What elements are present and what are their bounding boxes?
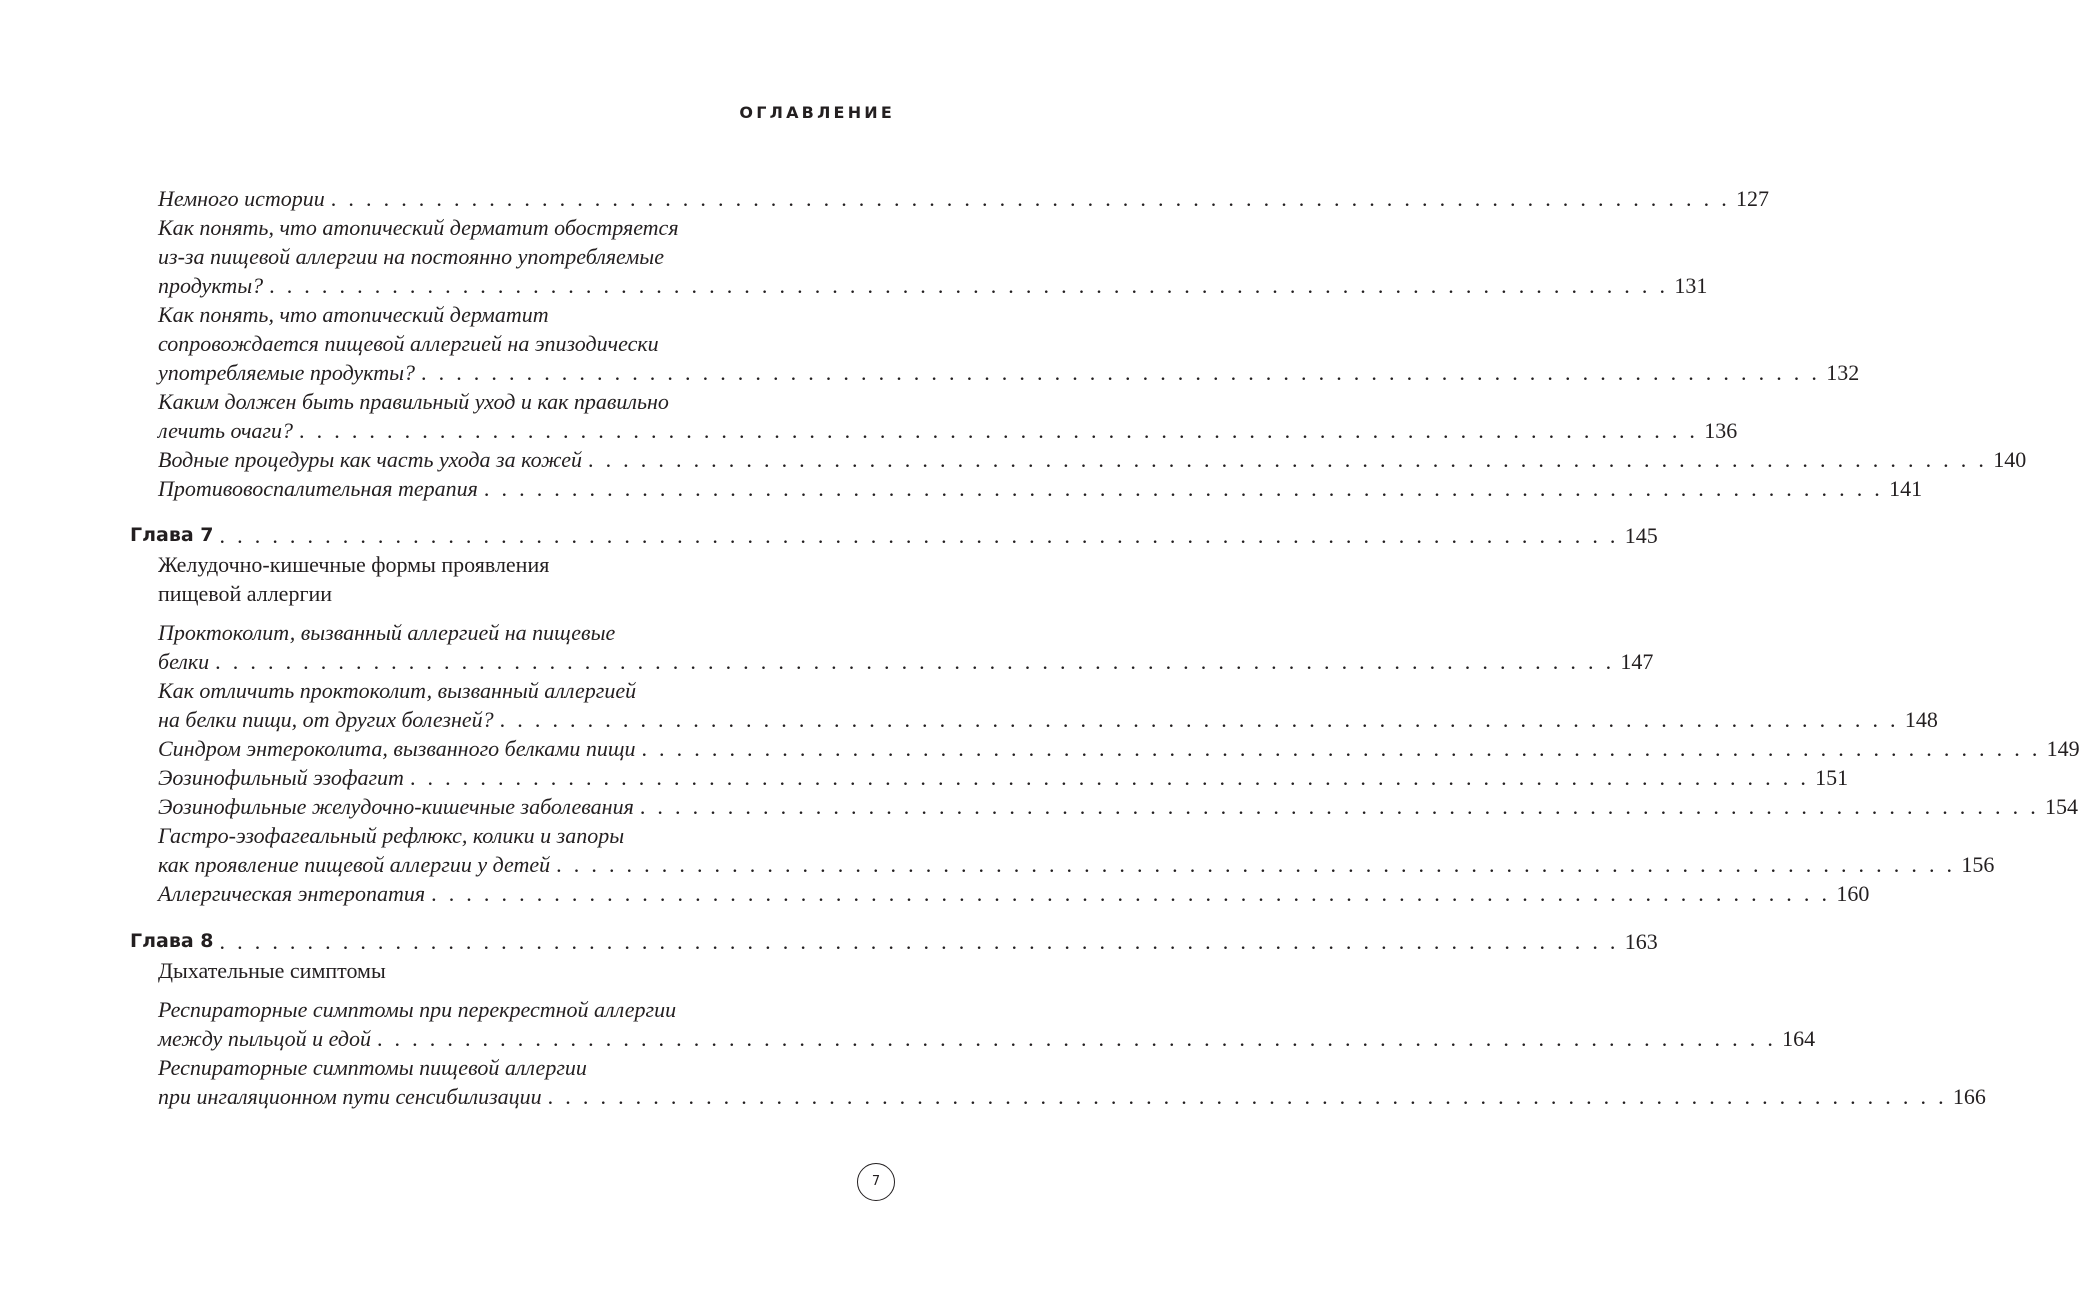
entry-title: Респираторные симптомы при перекрестной аллергии <box>158 997 677 1022</box>
entry-page: 160 <box>1836 881 1870 906</box>
subtitle-line <box>130 956 778 985</box>
toc-entry-line <box>130 821 778 850</box>
entry-title: между пыльцой и едой <box>158 1026 371 1051</box>
dot-leader: . . . . . . . . . . . . . . . . . . . . . . . . . . . . . . . . . . . . . . . . . . . . . . . . . . . . . . . . . . . . . . . . . . . . . . . . . . . . . . . . <box>299 418 1699 443</box>
entry-title: Глава 8 <box>130 930 214 952</box>
toc-entry-line[interactable] <box>130 647 1654 676</box>
subtitle-line <box>130 579 778 608</box>
entry-title: белки <box>158 649 210 674</box>
toc-entry-line <box>130 676 778 705</box>
chapter-subtitle <box>130 956 778 985</box>
dot-leader: . . . . . . . . . . . . . . . . . . . . . . . . . . . . . . . . . . . . . . . . . . . . . . . . . . . . . . . . . . . . . . . . . . . . . . . . . . . . . . . . <box>409 765 1810 790</box>
toc-entry <box>130 763 1849 792</box>
toc-entry-line[interactable] <box>130 271 1708 300</box>
entry-title: Аллергическая энтеропатия <box>158 881 426 906</box>
dot-leader: . . . . . . . . . . . . . . . . . . . . . . . . . . . . . . . . . . . . . . . . . . . . . . . . . . . . . . . . . . . . . . . . . . . . . . . . . . . . . . . . <box>431 881 1831 906</box>
dot-leader: . . . . . . . . . . . . . . . . . . . . . . . . . . . . . . . . . . . . . . . . . . . . . . . . . . . . . . . . . . . . . . . . . . . . . . . . . . . . . . . . <box>376 1026 1777 1051</box>
entry-title: из-за пищевой аллергии на постоянно употребляемые <box>158 244 664 269</box>
toc-entry <box>130 184 1769 213</box>
toc-entry-line <box>130 995 778 1024</box>
subtitle-text: Желудочно-кишечные формы проявления <box>158 552 550 577</box>
toc-section <box>130 184 2027 503</box>
toc-entry-line <box>130 1053 778 1082</box>
toc-entry <box>130 618 1654 676</box>
toc-entry-line <box>130 300 778 329</box>
toc-entry <box>130 879 1870 908</box>
entry-title: Гастро-эзофагеальный рефлюкс, колики и запоры <box>158 823 625 848</box>
subtitle-text: Дыхательные симптомы <box>158 958 386 983</box>
toc-entry-line <box>130 242 778 271</box>
entry-title: Как отличить проктоколит, вызванный аллергией <box>158 678 637 703</box>
toc-entry-line[interactable] <box>130 705 1938 734</box>
toc-entry <box>130 995 1816 1053</box>
toc-entry-line[interactable] <box>130 445 2027 474</box>
toc-entry-line <box>130 213 778 242</box>
entry-page: 156 <box>1961 852 1995 877</box>
dot-leader: . . . . . . . . . . . . . . . . . . . . . . . . . . . . . . . . . . . . . . . . . . . . . . . . . . . . . . . . . . . . . . . . . . . . . . . . . . . . . . . . <box>421 360 1821 385</box>
entry-title: при ингаляционном пути сенсибилизации <box>158 1084 542 1109</box>
entry-page: 147 <box>1620 649 1654 674</box>
entry-page: 145 <box>1624 523 1658 548</box>
dot-leader: . . . . . . . . . . . . . . . . . . . . . . . . . . . . . . . . . . . . . . . . . . . . . . . . . . . . . . . . . . . . . . . . . . . . . . . . . . . . . . . . <box>587 447 1988 472</box>
entry-title: Эозинофильные желудочно-кишечные заболевания <box>158 794 634 819</box>
toc-entry <box>130 474 1923 503</box>
toc-entry <box>130 821 1995 879</box>
page-number: 7 <box>857 1163 895 1201</box>
toc-entry-line[interactable] <box>130 1024 1816 1053</box>
toc-entry-line <box>130 329 778 358</box>
chapter-heading[interactable] <box>130 521 1658 550</box>
toc-entry <box>130 213 1708 300</box>
entry-page: 141 <box>1889 476 1923 501</box>
entry-page: 149 <box>2046 736 2080 761</box>
toc-entry-line[interactable] <box>130 734 2080 763</box>
toc-entry <box>130 445 2027 474</box>
dot-leader: . . . . . . . . . . . . . . . . . . . . . . . . . . . . . . . . . . . . . . . . . . . . . . . . . . . . . . . . . . . . . . . . . . . . . . . . . . . . . . . . <box>219 523 1619 548</box>
entry-page: 166 <box>1952 1084 1986 1109</box>
entry-title: Проктоколит, вызванный аллергией на пищевые <box>158 620 616 645</box>
entry-title: Каким должен быть правильный уход и как правильно <box>158 389 669 414</box>
entry-page: 136 <box>1704 418 1738 443</box>
entry-title: Эозинофильный эзофагит <box>158 765 404 790</box>
toc-entry-line <box>130 387 778 416</box>
entry-page: 131 <box>1674 273 1708 298</box>
entry-title: Водные процедуры как часть ухода за кожей <box>158 447 582 472</box>
dot-leader: . . . . . . . . . . . . . . . . . . . . . . . . . . . . . . . . . . . . . . . . . . . . . . . . . . . . . . . . . . . . . . . . . . . . . . . . . . . . . . . . <box>219 929 1619 954</box>
entry-title: Немного истории <box>158 186 325 211</box>
dot-leader: . . . . . . . . . . . . . . . . . . . . . . . . . . . . . . . . . . . . . . . . . . . . . . . . . . . . . . . . . . . . . . . . . . . . . . . . . . . . . . . . <box>547 1084 1947 1109</box>
dot-leader: . . . . . . . . . . . . . . . . . . . . . . . . . . . . . . . . . . . . . . . . . . . . . . . . . . . . . . . . . . . . . . . . . . . . . . . . . . . . . . . . <box>269 273 1669 298</box>
toc-entry-line[interactable] <box>130 1082 1986 1111</box>
entry-title: Синдром энтероколита, вызванного белками пищи <box>158 736 636 761</box>
toc-entry-line[interactable] <box>130 763 1849 792</box>
entry-title: употребляемые продукты? <box>158 360 415 385</box>
toc-entry-line[interactable] <box>130 358 1860 387</box>
toc-entry <box>130 387 1738 445</box>
toc-entry-line[interactable] <box>130 184 1769 213</box>
chapter-heading[interactable] <box>130 927 1658 956</box>
dot-leader: . . . . . . . . . . . . . . . . . . . . . . . . . . . . . . . . . . . . . . . . . . . . . . . . . . . . . . . . . . . . . . . . . . . . . . . . . . . . . . . . <box>215 649 1615 674</box>
toc-section <box>130 927 1986 1111</box>
entry-title: Глава 7 <box>130 524 214 546</box>
dot-leader: . . . . . . . . . . . . . . . . . . . . . . . . . . . . . . . . . . . . . . . . . . . . . . . . . . . . . . . . . . . . . . . . . . . . . . . . . . . . . . . . <box>330 186 1730 211</box>
dot-leader: . . . . . . . . . . . . . . . . . . . . . . . . . . . . . . . . . . . . . . . . . . . . . . . . . . . . . . . . . . . . . . . . . . . . . . . . . . . . . . . . <box>641 736 2041 761</box>
entry-title: Респираторные симптомы пищевой аллергии <box>158 1055 587 1080</box>
dot-leader: . . . . . . . . . . . . . . . . . . . . . . . . . . . . . . . . . . . . . . . . . . . . . . . . . . . . . . . . . . . . . . . . . . . . . . . . . . . . . . . . <box>483 476 1884 501</box>
entry-title: Как понять, что атопический дерматит <box>158 302 549 327</box>
entry-page: 154 <box>2045 794 2079 819</box>
toc-entry-line[interactable] <box>130 792 2079 821</box>
entry-title: лечить очаги? <box>158 418 294 443</box>
entry-page: 164 <box>1782 1026 1816 1051</box>
toc-entry <box>130 676 1938 734</box>
toc-entry <box>130 300 1860 387</box>
entry-page: 140 <box>1993 447 2027 472</box>
toc-entry <box>130 734 2080 763</box>
toc-entry-line[interactable] <box>130 474 1923 503</box>
dot-leader: . . . . . . . . . . . . . . . . . . . . . . . . . . . . . . . . . . . . . . . . . . . . . . . . . . . . . . . . . . . . . . . . . . . . . . . . . . . . . . . . <box>556 852 1956 877</box>
toc-entry-line <box>130 618 778 647</box>
entry-title: Противовоспалительная терапия <box>158 476 478 501</box>
toc-entry-line[interactable] <box>130 850 1995 879</box>
entry-page: 163 <box>1624 929 1658 954</box>
subtitle-text: пищевой аллергии <box>158 581 333 606</box>
entry-title: Как понять, что атопический дерматит обостряется <box>158 215 679 240</box>
entry-page: 127 <box>1736 186 1769 211</box>
chapter-subtitle <box>130 550 778 608</box>
dot-leader: . . . . . . . . . . . . . . . . . . . . . . . . . . . . . . . . . . . . . . . . . . . . . . . . . . . . . . . . . . . . . . . . . . . . . . . . . . . . . . . . <box>639 794 2040 819</box>
entry-title: сопровождается пищевой аллергией на эпизодически <box>158 331 659 356</box>
entry-page: 132 <box>1826 360 1860 385</box>
running-head: ОГЛАВЛЕНИЕ <box>739 103 895 122</box>
entry-title: продукты? <box>158 273 264 298</box>
subtitle-line <box>130 550 778 579</box>
toc-entry <box>130 792 2079 821</box>
toc-entry-line[interactable] <box>130 879 1870 908</box>
entry-title: как проявление пищевой аллергии у детей <box>158 852 551 877</box>
entry-page: 151 <box>1815 765 1849 790</box>
toc-entry <box>130 1053 1986 1111</box>
entry-page: 148 <box>1904 707 1938 732</box>
entry-title: на белки пищи, от других болезней? <box>158 707 494 732</box>
toc-entry-line[interactable] <box>130 416 1738 445</box>
dot-leader: . . . . . . . . . . . . . . . . . . . . . . . . . . . . . . . . . . . . . . . . . . . . . . . . . . . . . . . . . . . . . . . . . . . . . . . . . . . . . . . . <box>499 707 1899 732</box>
toc-section <box>130 521 2080 908</box>
